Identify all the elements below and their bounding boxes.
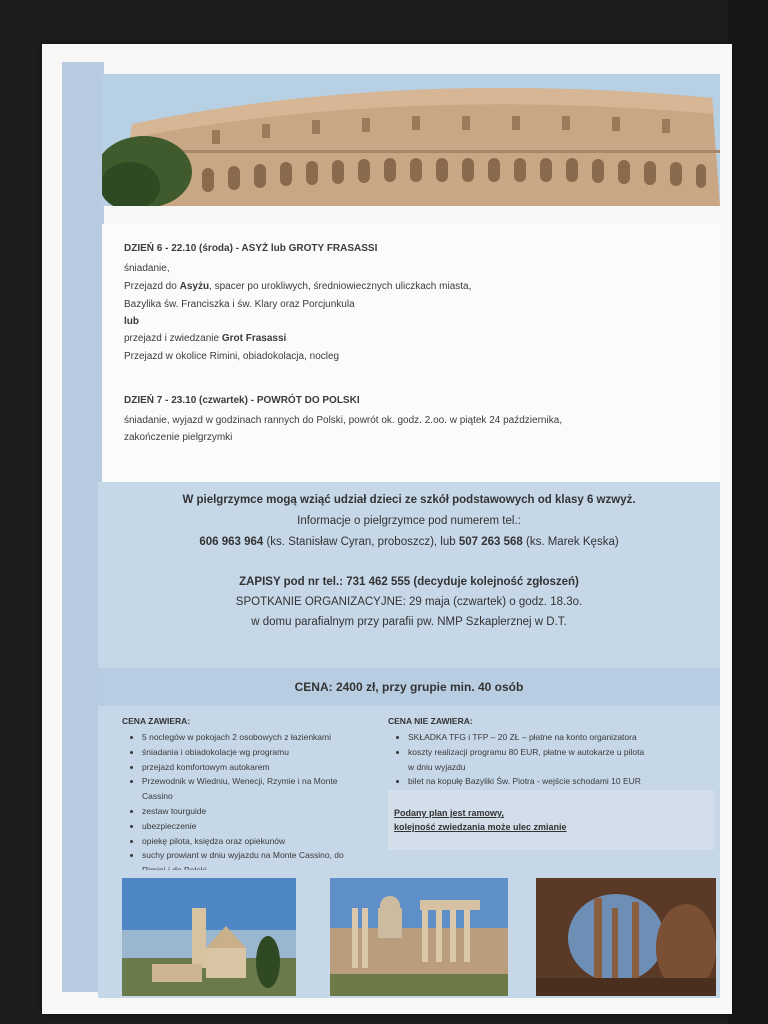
day6-line: przejazd i zwiedzanie Grot Frasassi (124, 333, 287, 344)
day6-heading: DZIEŃ 6 - 22.10 (środa) - ASYŻ lub GROTY FRASASSI (124, 243, 378, 254)
plan-note (388, 790, 714, 850)
list-item: • suchy prowiant w dniu wyjazdu na Monte Cassino, do (142, 848, 368, 878)
list-item: • 5 noclegów w pokojach 2 osobowych z łazienkami (142, 730, 368, 745)
info-box (98, 482, 720, 668)
meeting-info: SPOTKANIE ORGANIZACYJNE: 29 maja (czwartek) o godz. 18.3o. (235, 596, 583, 608)
list-item: • ubezpieczenie (142, 819, 368, 834)
contact-phones: 606 963 964 (ks. Stanisław Cyran, proboszcz), lub 507 263 568 (ks. Marek Kęska) (199, 536, 619, 548)
assisi-photo (122, 878, 296, 996)
day7-line: śniadanie, wyjazd w godzinach rannych do Polski, powrót ok. godz. 2.oo. w piątek 24 października, (124, 415, 563, 426)
list-item: • opiekę pilota, księdza oraz opiekunów (142, 834, 368, 849)
plan-note-text: Podany plan jest ramowy, kolejność zwiedzania może ulec zmianie (394, 808, 567, 832)
excludes-heading: CENA NIE ZAWIERA: (388, 716, 473, 726)
day6-line: Przejazd do Asyżu, spacer po urokliwych, średniowiecznych uliczkach miasta, (124, 281, 472, 292)
day7-heading: DZIEŃ 7 - 23.10 (czwartek) - POWRÓT DO POLSKI (124, 395, 360, 406)
age-info: W pielgrzymce mogą wziąć udział dzieci ze szkół podstawowych od klasy 6 wzwyż. (182, 494, 636, 506)
includes-heading: CENA ZAWIERA: (122, 716, 191, 726)
list-item: • Przewodnik w Wiedniu, Wenecji, Rzymie i na Monte Cassino (142, 774, 368, 804)
price-text: CENA: 2400 zł, przy grupie min. 40 osób (294, 680, 524, 694)
list-item: • zestaw tourguide (142, 804, 368, 819)
signup-info: ZAPISY pod nr tel.: 731 462 555 (decyduje kolejność zgłoszeń) (239, 576, 579, 588)
contact-intro: Informacje o pielgrzymce pod numerem tel.: (297, 515, 521, 527)
list-item: • SKŁADKA TFG i TFP – 20 ZŁ – płatne na konto organizatora (408, 730, 648, 745)
day6-line: śniadanie, (124, 263, 170, 274)
includes-list (130, 730, 368, 878)
day6-line: lub (124, 316, 139, 327)
roman-forum-photo (330, 878, 508, 996)
colosseum-photo (102, 74, 720, 206)
flyer-page (42, 44, 732, 1014)
list-item: • koszty realizacji programu 80 EUR, płatne w autokarze u pilota w dniu wyjazdu (408, 745, 648, 775)
itinerary-section (102, 224, 720, 482)
table-background (728, 0, 768, 1024)
list-item: • śniadania i obiadokolacje wg programu (142, 745, 368, 760)
day6-line: Bazylika św. Franciszka i św. Klary oraz Porcjunkula (124, 299, 355, 310)
meeting-place: w domu parafialnym przy parafii pw. NMP Szkaplerznej w D.T. (251, 616, 567, 628)
day6-line: Przejazd w okolice Rimini, obiadokolacja, nocleg (124, 351, 340, 362)
frasassi-caves-photo (536, 878, 716, 996)
list-item: • przejazd komfortowym autokarem (142, 760, 368, 775)
day7-line: zakończenie pielgrzymki (124, 432, 233, 443)
price-band (98, 668, 720, 706)
price-details (98, 706, 720, 870)
list-item: • bilet na kopułę Bazyliki Św. Piotra - wejście schodami 10 EUR (408, 774, 648, 804)
